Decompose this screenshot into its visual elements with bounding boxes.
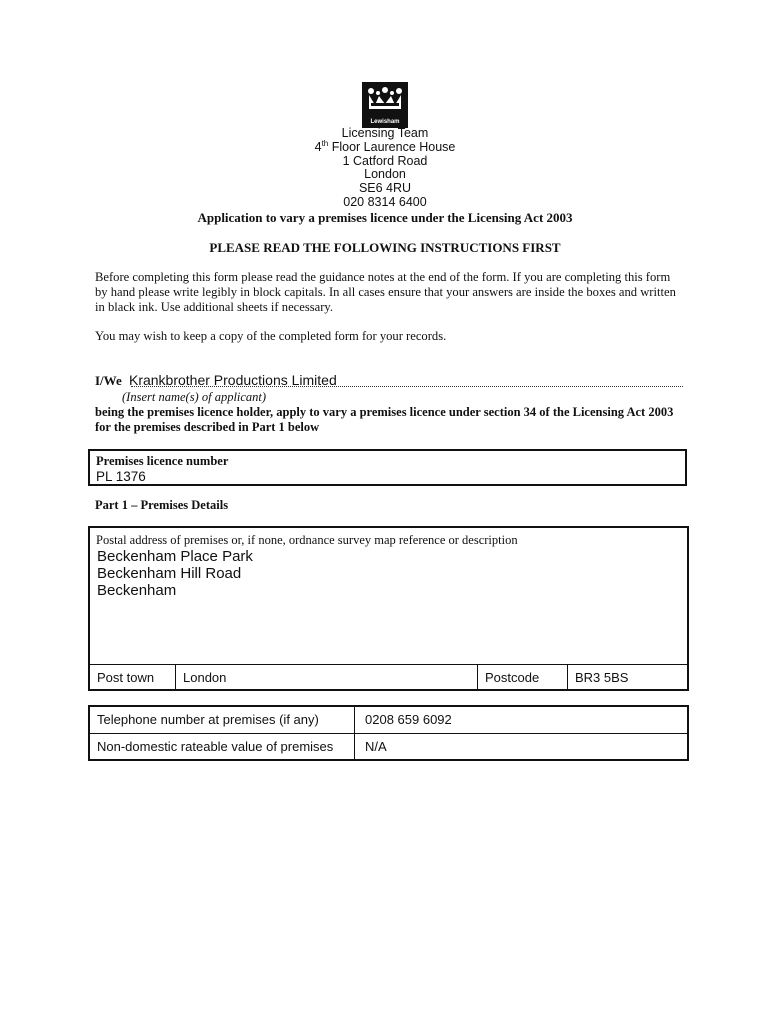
telephone-label: Telephone number at premises (if any)	[97, 712, 319, 727]
premises-address-field[interactable]	[97, 548, 253, 599]
postcode-label: Postcode	[478, 665, 568, 690]
address-team: Licensing Team	[341, 126, 429, 140]
copy-note: You may wish to keep a copy of the completed form for your records.	[95, 329, 447, 343]
crown-icon	[367, 87, 403, 111]
telephone-row	[90, 707, 687, 734]
instructions-heading: PLEASE READ THE FOLLOWING INSTRUCTIONS FIRST	[209, 240, 561, 255]
council-address	[0, 127, 770, 210]
part1-heading: Part 1 – Premises Details	[95, 498, 229, 512]
contact-box	[88, 705, 689, 761]
rateable-row	[90, 734, 687, 760]
applicant-statement: being the premises licence holder, apply to vary a premises licence under section 34 of the Licensing Act 2003 for the premises described in Part 1 below	[95, 405, 674, 434]
premises-address-box	[88, 526, 689, 691]
lewisham-logo	[362, 82, 408, 128]
licence-number-field[interactable]: PL 1376	[96, 469, 146, 484]
telephone-field[interactable]: 0208 659 6092	[365, 712, 452, 727]
address-floor: 4th Floor Laurence House	[314, 138, 456, 154]
applicant-name-field[interactable]: Krankbrother Productions Limited	[128, 372, 337, 388]
post-town-field[interactable]: London	[176, 665, 478, 690]
licence-number-label: Premises licence number	[96, 454, 229, 468]
address-line: Beckenham	[97, 582, 177, 599]
address-line: Beckenham Hill Road	[97, 565, 242, 582]
applicant-hint: (Insert name(s) of applicant)	[122, 390, 267, 404]
licence-number-box	[88, 449, 687, 486]
rateable-field[interactable]: N/A	[365, 739, 387, 754]
post-town-label: Post town	[90, 665, 176, 690]
address-street: 1 Catford Road	[342, 153, 428, 168]
address-postcode: SE6 4RU	[358, 181, 412, 196]
applicant-label: I/We	[95, 373, 122, 388]
form-title: Application to vary a premises licence under the Licensing Act 2003	[197, 210, 573, 225]
logo-text: Lewisham	[370, 119, 400, 125]
applicant-line	[95, 372, 685, 389]
address-city: London	[364, 167, 406, 182]
rateable-label: Non-domestic rateable value of premises	[97, 739, 334, 754]
post-town-row	[90, 664, 687, 690]
postcode-field[interactable]: BR3 5BS	[575, 670, 629, 685]
dotted-line	[131, 386, 683, 387]
instructions-text: Before completing this form please read the guidance notes at the end of the form. If you are completing this form by hand please write legibly in block capitals. In all cases ensure that your answers are inside the boxes and written in black ink. Use additional sheets if necessary.	[95, 270, 676, 314]
address-line: Beckenham Place Park	[97, 548, 253, 565]
address-phone: 020 8314 6400	[343, 194, 427, 209]
premises-address-label: Postal address of premises or, if none, ordnance survey map reference or description	[96, 533, 518, 547]
